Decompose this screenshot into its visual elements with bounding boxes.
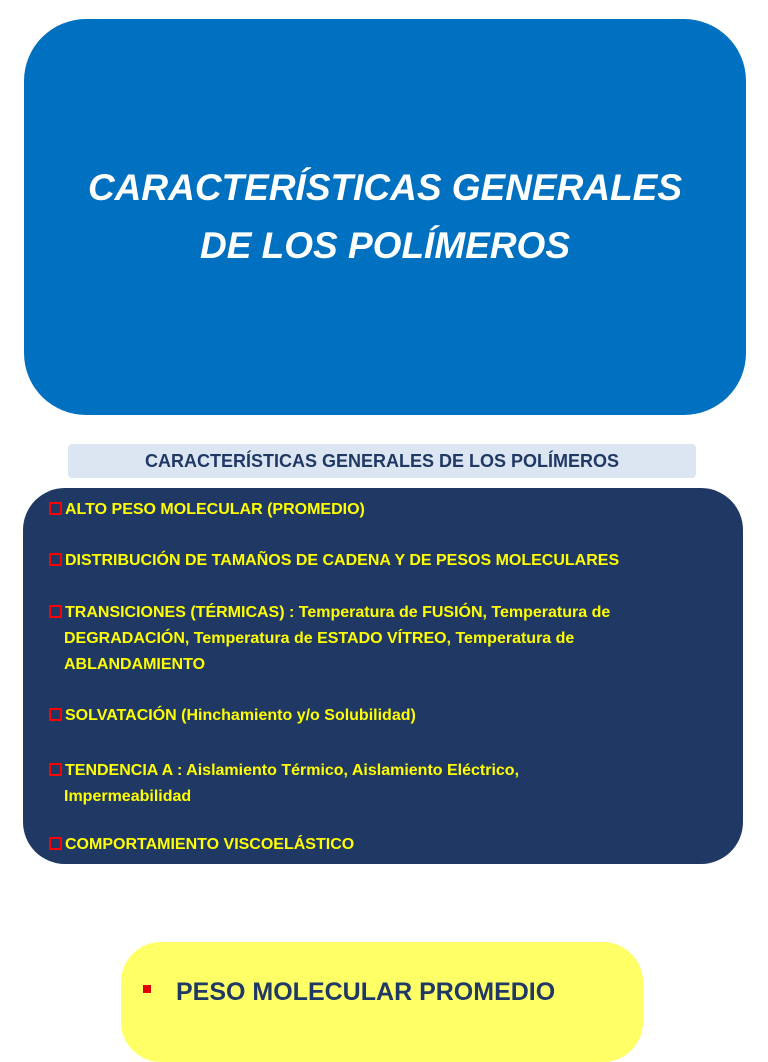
list-item bbox=[49, 703, 721, 729]
hollow-square-bullet-icon bbox=[49, 553, 62, 566]
hollow-square-bullet-icon bbox=[49, 708, 62, 721]
list-item bbox=[49, 548, 721, 574]
list-item-text-cont: ABLANDAMIENTO bbox=[64, 656, 206, 673]
hollow-square-bullet-icon bbox=[49, 763, 62, 776]
list-item-text: DISTRIBUCIÓN DE TAMAÑOS DE CADENA Y DE PESOS MOLECULARES bbox=[65, 552, 620, 569]
list-item bbox=[49, 832, 721, 858]
list-item-text-cont: Impermeabilidad bbox=[64, 788, 192, 805]
list-item-text: COMPORTAMIENTO VISCOELÁSTICO bbox=[65, 836, 355, 853]
title-line-2: DE LOS POLÍMEROS bbox=[199, 225, 571, 266]
characteristics-panel bbox=[23, 488, 743, 864]
list-item-text-cont: DEGRADACIÓN, Temperatura de ESTADO VÍTREO, Temperatura de bbox=[64, 630, 575, 647]
title-card bbox=[24, 19, 746, 415]
list-item bbox=[49, 600, 721, 678]
hollow-square-bullet-icon bbox=[49, 837, 62, 850]
page-title bbox=[24, 159, 746, 275]
hollow-square-bullet-icon bbox=[49, 605, 62, 618]
list-item-text: TRANSICIONES (TÉRMICAS) : Temperatura de FUSIÓN, Temperatura de bbox=[65, 604, 611, 621]
hollow-square-bullet-icon bbox=[49, 502, 62, 515]
list-item-text: TENDENCIA A : Aislamiento Térmico, Aislamiento Eléctrico, bbox=[65, 762, 520, 779]
list-item bbox=[49, 497, 721, 523]
list-item bbox=[49, 758, 721, 810]
filled-square-bullet-icon bbox=[143, 985, 151, 993]
section-subheader: CARACTERÍSTICAS GENERALES DE LOS POLÍMEROS bbox=[68, 444, 696, 478]
list-item-text: SOLVATACIÓN (Hinchamiento y/o Solubilidad) bbox=[65, 707, 416, 724]
title-line-1: CARACTERÍSTICAS GENERALES bbox=[87, 167, 683, 208]
list-item-text: ALTO PESO MOLECULAR (PROMEDIO) bbox=[65, 501, 365, 518]
bottom-heading: PESO MOLECULAR PROMEDIO bbox=[176, 978, 556, 1006]
